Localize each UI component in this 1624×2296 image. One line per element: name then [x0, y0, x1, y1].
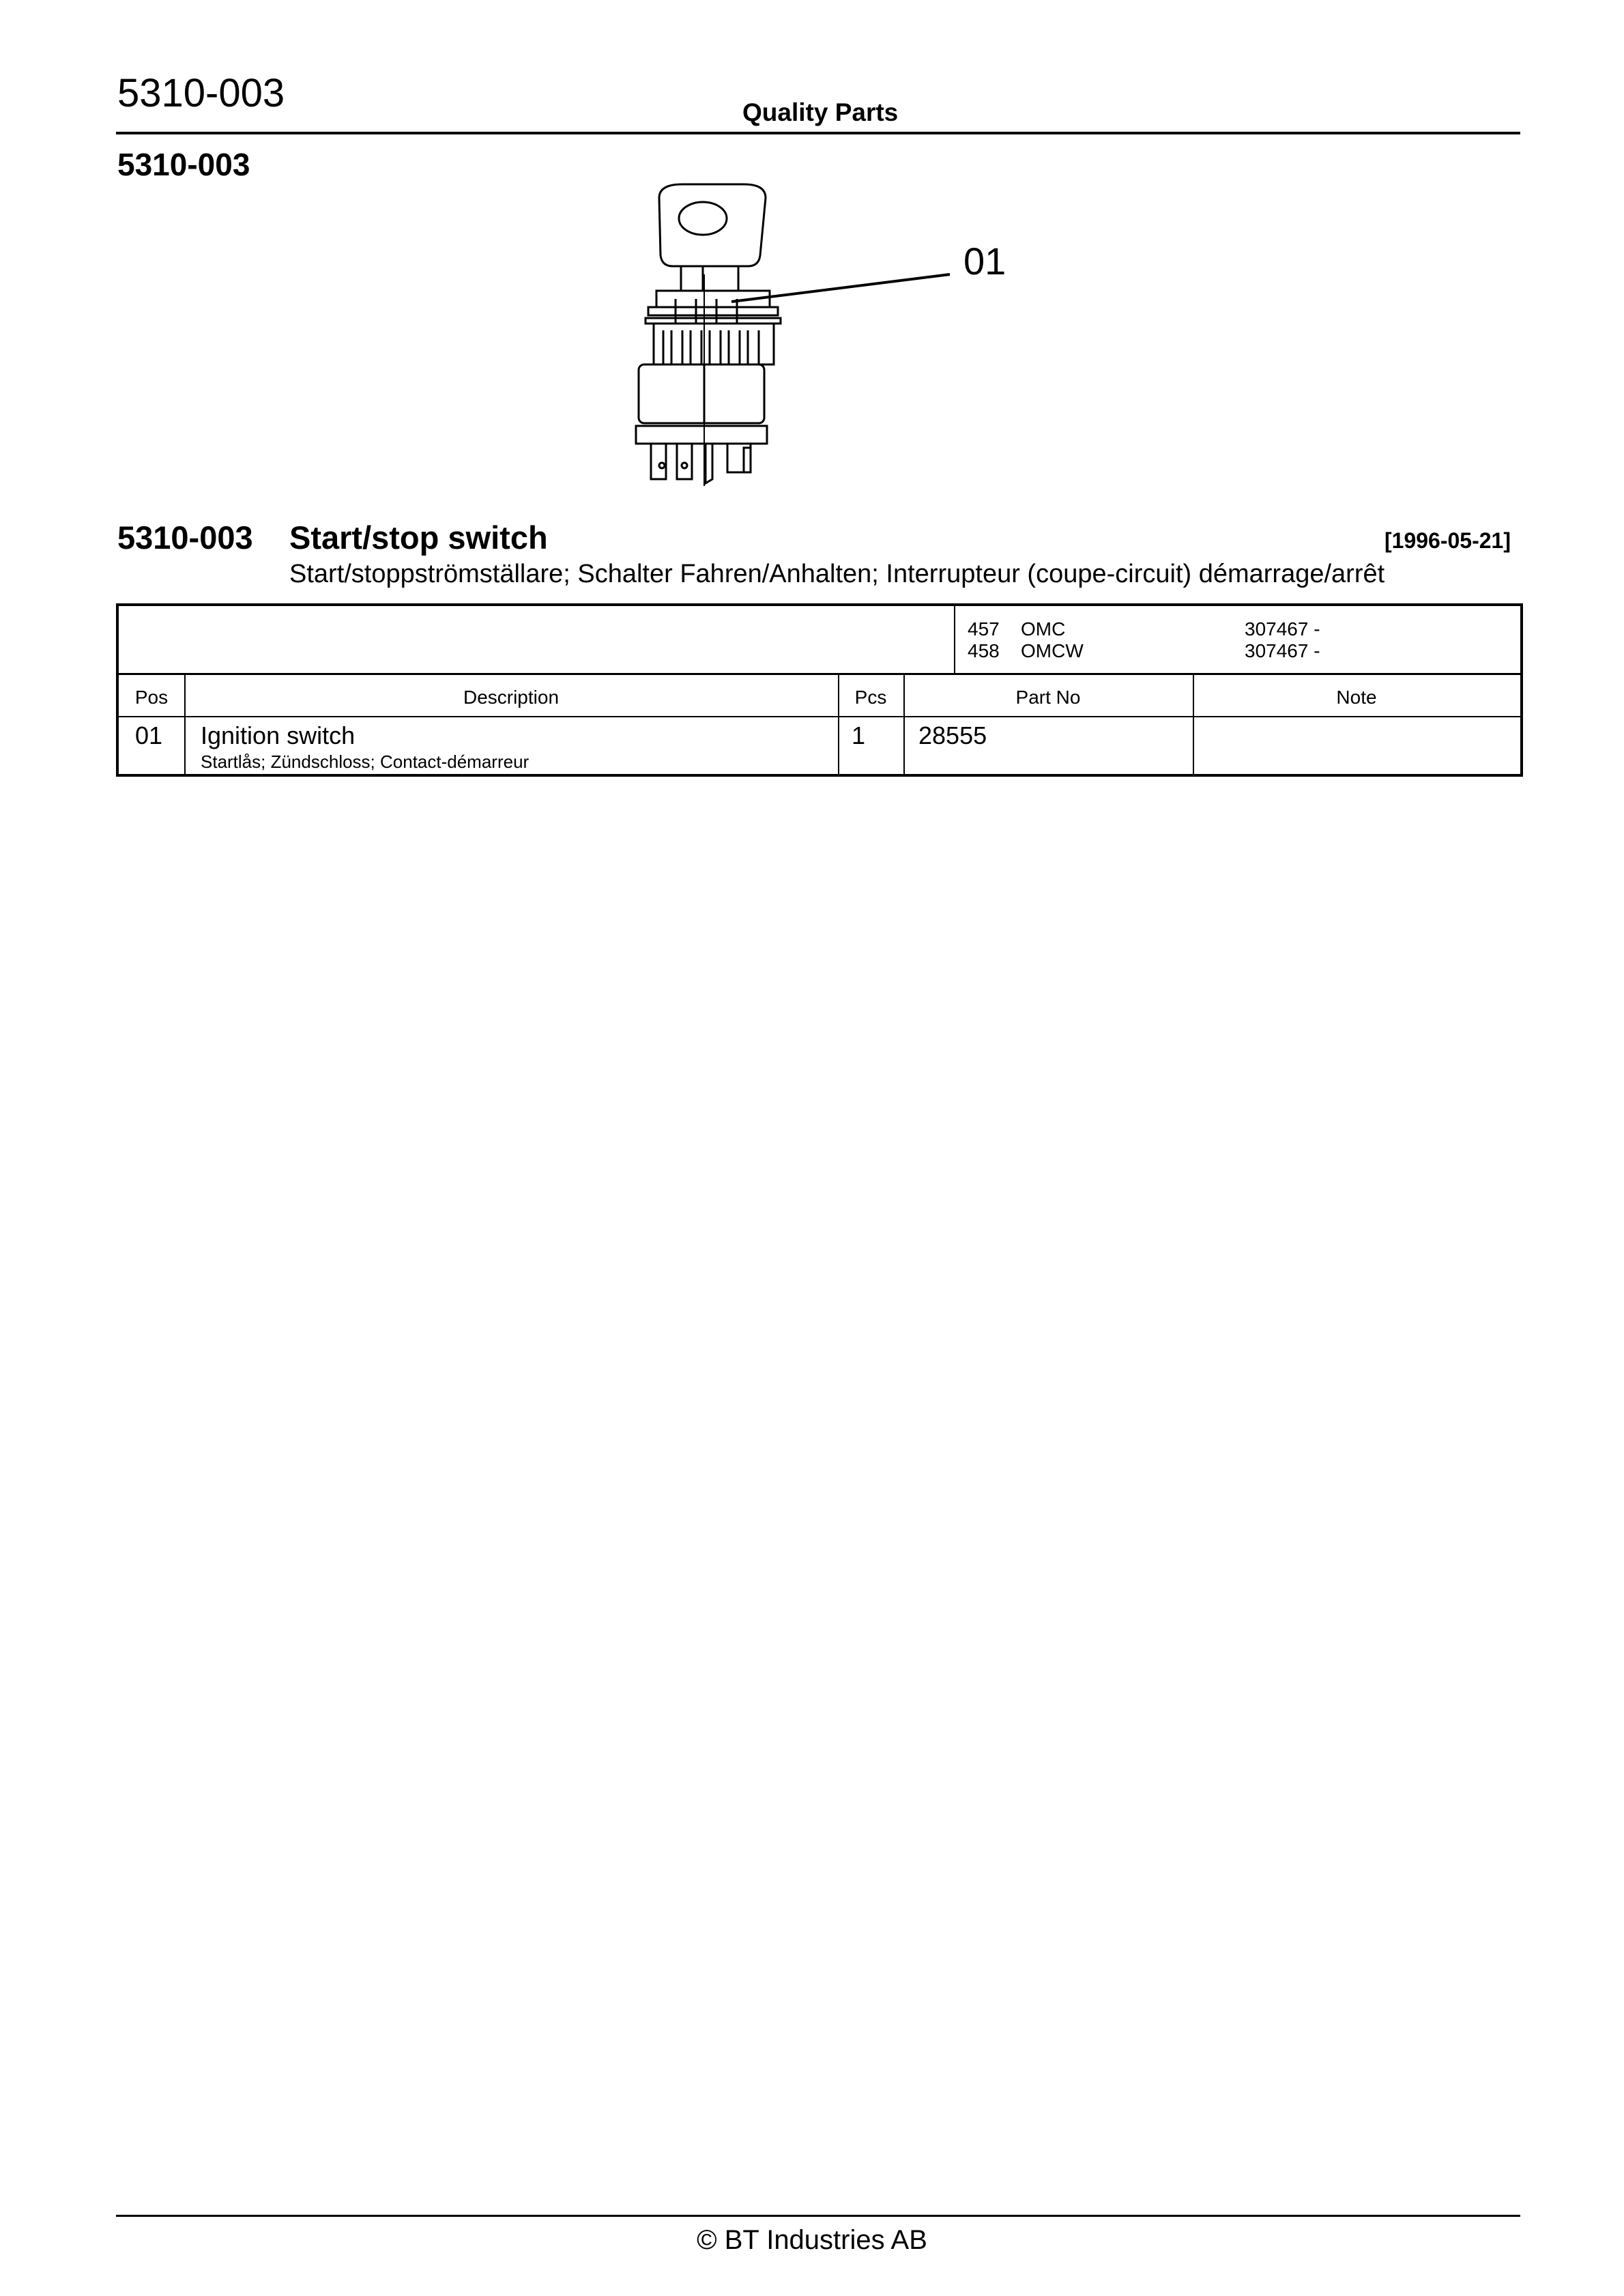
header-divider [116, 132, 1520, 134]
column-header-note: Note [1336, 687, 1377, 708]
model-block-divider [954, 606, 955, 673]
table-divider [119, 716, 1520, 717]
model-name: OMCW [1021, 640, 1084, 661]
document-code: 5310-003 [117, 71, 285, 115]
ignition-switch-illustration [614, 179, 1024, 493]
row-part-no: 28555 [918, 721, 987, 749]
model-serial: 307467 - [1245, 618, 1320, 640]
table-divider [119, 673, 1520, 675]
column-header-pcs: Pcs [854, 687, 887, 708]
parts-table [116, 603, 1523, 777]
row-description: Ignition switch [201, 721, 356, 749]
row-pcs: 1 [852, 721, 866, 749]
row-description-translation: Startlås; Zündschloss; Contact-démarreur [201, 751, 530, 772]
model-name: OMC [1021, 618, 1066, 640]
model-code: 458 [968, 640, 1000, 661]
callout-label: 01 [963, 240, 1006, 283]
column-header-pos: Pos [134, 687, 169, 708]
model-serial: 307467 - [1245, 640, 1320, 661]
group-date: [1996-05-21] [1384, 528, 1511, 553]
column-header-description: Description [463, 687, 560, 708]
column-header-part-no: Part No [1015, 687, 1081, 708]
group-translation: Start/stoppströmställare; Schalter Fahren/Anhalten; Interrupteur (coupe-circuit) démarrage/arrêt [289, 560, 1385, 588]
group-title: Start/stop switch [289, 519, 548, 556]
brand-title: Quality Parts [742, 98, 899, 126]
section-code: 5310-003 [117, 147, 250, 182]
model-code: 457 [968, 618, 1000, 640]
group-code: 5310-003 [117, 519, 253, 556]
footer-divider [116, 2215, 1520, 2217]
row-pos: 01 [135, 721, 163, 749]
footer-copyright: © BT Industries AB [697, 2225, 927, 2255]
